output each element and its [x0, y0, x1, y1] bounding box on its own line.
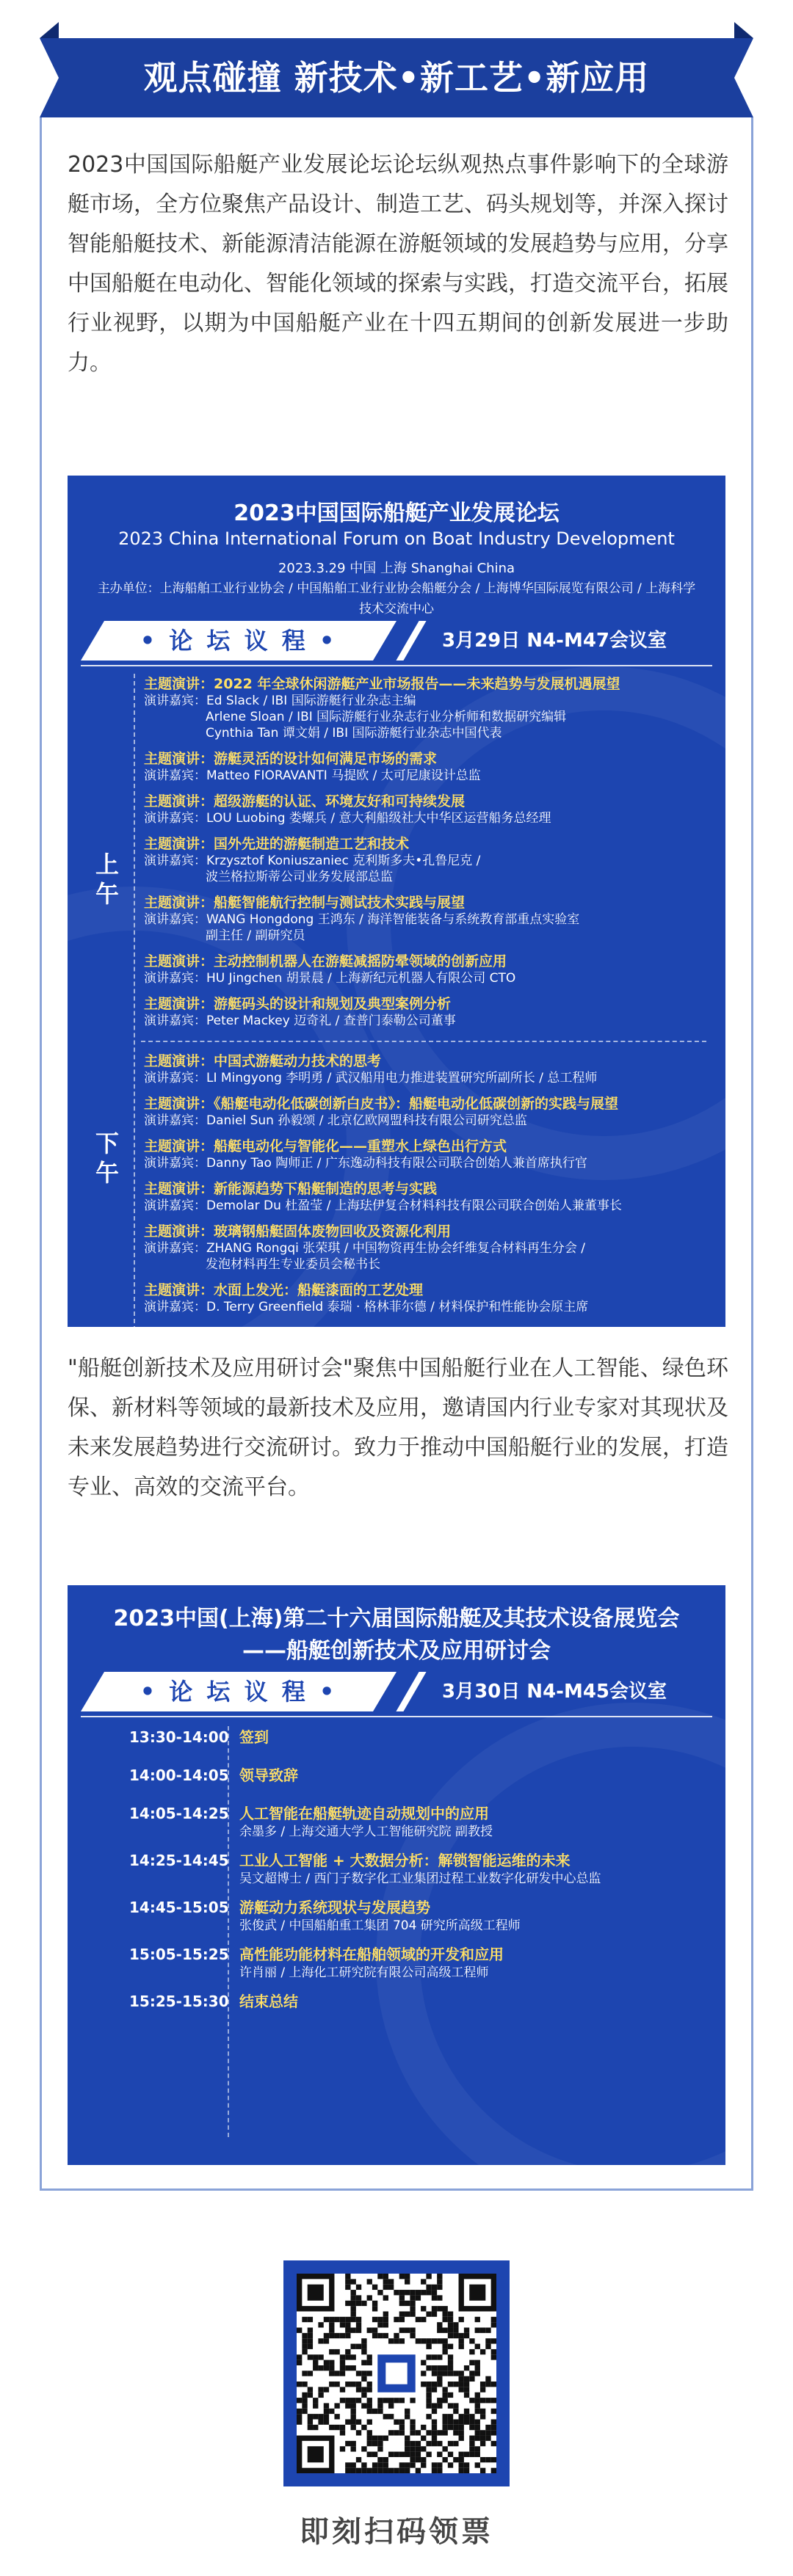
schedule-body [239, 1945, 702, 1982]
intro-paragraph: 2023中国国际船艇产业发展论坛论坛纵观热点事件影响下的全球游艇市场，全方位聚焦产品设计、制造工艺、码头规划等，并深入探讨智能船艇技术、新能源清洁能源在游艇领域的发展趋势与应用，分享中国船艇在电动化、智能化领域的探索与实践，打造交流平台，拓展行业视野，以期为中国船艇产业在十四五期间的创新发展进一步助力。 [68, 152, 728, 376]
talk-item [144, 1138, 717, 1171]
schedule-body [239, 1804, 702, 1841]
agenda-label: • 论 坛 议 程 • [140, 1678, 338, 1706]
talk-speaker: 演讲嘉宾：WANG Hongdong 王鸿东 / 海洋智能装备与系统教育部重点实验室 [144, 912, 580, 927]
talk-title: 主题演讲：超级游艇的认证、环境友好和可持续发展 [144, 793, 466, 809]
schedule-time: 15:25-15:30 [129, 1993, 229, 2010]
schedule-speaker: 吴文超博士 / 西门子数字化工业集团过程工业数字化研发中心总监 [239, 1871, 601, 1886]
schedule-time: 14:00-14:05 [129, 1767, 229, 1784]
schedule-topic: 工业人工智能 + 大数据分析：解锁智能运维的未来 [239, 1852, 571, 1869]
talk-speaker: Cynthia Tan 谭文娟 / IBI 国际游艇行业杂志中国代表 [206, 726, 502, 741]
schedule-time: 14:45-15:05 [129, 1899, 229, 1916]
schedule-body [239, 1728, 702, 1747]
schedule-topic: 签到 [239, 1728, 269, 1746]
schedule-list [129, 1728, 702, 2030]
talk-speaker: 演讲嘉宾：Demolar Du 杜盈莹 / 上海珐伊复合材料科技有限公司联合创始人兼董事长 [144, 1198, 622, 1213]
talk-speaker: 演讲嘉宾：LOU Luobing 娄螺兵 / 意大利船级社大中华区运营船务总经理 [144, 811, 551, 826]
schedule-topic: 领导致辞 [239, 1767, 298, 1784]
header-underline [81, 1716, 712, 1717]
talk-speaker: 演讲嘉宾：Krzysztof Koniuszaniec 克利斯多夫•孔鲁尼克 / [144, 854, 481, 868]
schedule-row [129, 1945, 702, 1982]
talk-title: 主题演讲：新能源趋势下船艇制造的思考与实践 [144, 1181, 438, 1197]
talk-item [144, 953, 717, 986]
banner-ribbon-top [40, 0, 753, 38]
talk-title: 主题演讲：中国式游艇动力技术的思考 [144, 1053, 382, 1069]
pm-talk-list [144, 1052, 717, 1324]
talk-speaker: 副主任 / 副研究员 [206, 928, 305, 943]
schedule-time: 13:30-14:00 [129, 1728, 229, 1746]
agenda-timeline [134, 674, 135, 1327]
schedule-topic: 结束总结 [239, 1993, 298, 2010]
talk-speaker: 演讲嘉宾：HU Jingchen 胡景晨 / 上海新纪元机器人有限公司 CTO [144, 971, 516, 986]
schedule-speaker: 张俊武 / 中国船舶重工集团 704 研究所高级工程师 [239, 1918, 521, 1933]
schedule-body [239, 1766, 702, 1785]
forum-program-card [68, 476, 725, 1327]
talk-title: 主题演讲：水面上发光：船艇漆面的工艺处理 [144, 1282, 424, 1298]
schedule-row [129, 1992, 702, 2011]
talk-title: 主题演讲：《船艇电动化低碳创新白皮书》：船艇电动化低碳创新的实践与展望 [144, 1096, 619, 1112]
talk-speaker: 波兰格拉斯蒂公司业务发展部总监 [206, 870, 393, 884]
seminar-title-line1: 2023中国(上海)第二十六届国际船艇及其技术设备展览会 [113, 1606, 680, 1631]
seminar-program-card [68, 1585, 725, 2165]
schedule-topic: 人工智能在船艇轨迹自动规划中的应用 [239, 1805, 489, 1822]
schedule-speaker: 余墨多 / 上海交通大学人工智能研究院 副教授 [239, 1824, 493, 1839]
schedule-body [239, 1992, 702, 2011]
schedule-row [129, 1728, 702, 1747]
agenda-header [81, 621, 712, 661]
talk-title: 主题演讲：主动控制机器人在游艇减摇防晕领域的创新应用 [144, 953, 507, 969]
talk-speaker: 演讲嘉宾：Peter Mackey 迈奇礼 / 查普门泰勒公司董事 [144, 1014, 456, 1028]
talk-title: 主题演讲：国外先进的游艇制造工艺和技术 [144, 836, 410, 852]
header-underline [81, 665, 712, 666]
agenda-place: 3月30日 N4-M45会议室 [441, 1681, 667, 1703]
seminar-title [68, 1603, 725, 1667]
talk-item [144, 1281, 717, 1315]
talk-item [144, 1180, 717, 1214]
talk-speaker: 发泡材料再生专业委员会秘书长 [206, 1257, 380, 1272]
seminar-paragraph: "船艇创新技术及应用研讨会"聚焦中国船艇行业在人工智能、绿色环保、新材料等领域的最新技术及应用，邀请国内行业专家对其现状及未来发展趋势进行交流研讨。致力于推动中国船艇行业的发展，打造专业、高效的交流平台。 [68, 1356, 728, 1500]
talk-item [144, 1052, 717, 1086]
talk-item [144, 750, 717, 784]
seminar-title-line2: ——船艇创新技术及应用研讨会 [242, 1638, 551, 1664]
schedule-body [239, 1851, 702, 1888]
talk-item [144, 995, 717, 1029]
talk-item [144, 835, 717, 885]
talk-speaker: 演讲嘉宾：ZHANG Rongqi 张荣琪 / 中国物资再生协会纤维复合材料再生分会 / [144, 1241, 585, 1256]
agenda-place: 3月29日 N4-M47会议室 [441, 630, 667, 652]
talk-title: 主题演讲：游艇灵活的设计如何满足市场的需求 [144, 751, 438, 767]
session-divider [141, 1041, 706, 1042]
forum-title: 2023中国国际船艇产业发展论坛 [233, 501, 560, 526]
am-session-label: 上午 [95, 851, 119, 908]
schedule-row [129, 1804, 702, 1841]
forum-date: 2023.3.29 中国 上海 Shanghai China [278, 561, 515, 576]
talk-item [144, 1223, 717, 1273]
agenda-header [81, 1672, 712, 1711]
talk-speaker: 演讲嘉宾：LI Mingyong 李明勇 / 武汉船用电力推进装置研究所副所长 / 总工程师 [144, 1071, 598, 1085]
schedule-speaker: 许肖丽 / 上海化工研究院有限公司高级工程师 [239, 1965, 489, 1980]
talk-speaker: 演讲嘉宾：Danny Tao 陶师正 / 广东逸动科技有限公司联合创始人兼首席执行官 [144, 1156, 587, 1171]
schedule-row [129, 1898, 702, 1935]
banner-title: 观点碰撞 新技术•新工艺•新应用 [143, 58, 650, 98]
schedule-topic: 游艇动力系统现状与发展趋势 [239, 1899, 430, 1916]
talk-item [144, 1095, 717, 1129]
talk-title: 主题演讲：游艇码头的设计和规划及典型案例分析 [144, 996, 452, 1012]
schedule-topic: 高性能功能材料在船舶领域的开发和应用 [239, 1946, 504, 1963]
talk-title: 主题演讲：船艇电动化与智能化——重塑水上绿色出行方式 [144, 1138, 507, 1154]
talk-speaker: 演讲嘉宾：Ed Slack / IBI 国际游艇行业杂志主编 [144, 694, 416, 708]
talk-speaker: 演讲嘉宾：Matteo FIORAVANTI 马提欧 / 太可尼康设计总监 [144, 768, 481, 783]
talk-title: 主题演讲：玻璃钢船艇固体废物回收及资源化利用 [144, 1223, 452, 1240]
talk-title: 主题演讲：2022 年全球休闲游艇产业市场报告——未来趋势与发展机遇展望 [144, 676, 620, 692]
schedule-body [239, 1898, 702, 1935]
schedule-row [129, 1851, 702, 1888]
forum-subtitle: 2023 China International Forum on Boat Industry Development [118, 528, 675, 549]
schedule-row [129, 1766, 702, 1785]
talk-item [144, 793, 717, 826]
agenda-label: • 论 坛 议 程 • [140, 627, 338, 655]
schedule-time: 15:05-15:25 [129, 1946, 229, 1963]
qr-caption: 即刻扫码领票 [300, 2515, 493, 2549]
talk-item [144, 894, 717, 944]
talk-title: 主题演讲：船艇智能航行控制与测试技术实践与展望 [144, 895, 466, 911]
schedule-time: 14:05-14:25 [129, 1805, 229, 1822]
talk-item [144, 675, 717, 741]
talk-speaker: 演讲嘉宾：Daniel Sun 孙毅颂 / 北京亿欧网盟科技有限公司研究总监 [144, 1113, 527, 1128]
qr-code-icon[interactable] [297, 2274, 496, 2473]
talk-speaker: Arlene Sloan / IBI 国际游艇行业杂志行业分析师和数据研究编辑 [206, 710, 567, 724]
forum-host: 主办单位：上海船舶工业行业协会 / 中国船舶工业行业协会船艇分会 / 上海博华国际展览有限公司 / 上海科学技术交流中心 [97, 581, 696, 616]
qr-code-frame[interactable] [283, 2260, 510, 2486]
pm-session-label: 下午 [95, 1129, 119, 1187]
talk-speaker: 演讲嘉宾：D. Terry Greenfield 泰瑞 · 格林菲尔德 / 材料保护和性能协会原主席 [144, 1300, 589, 1314]
am-talk-list [144, 675, 717, 1038]
schedule-time: 14:25-14:45 [129, 1852, 229, 1869]
